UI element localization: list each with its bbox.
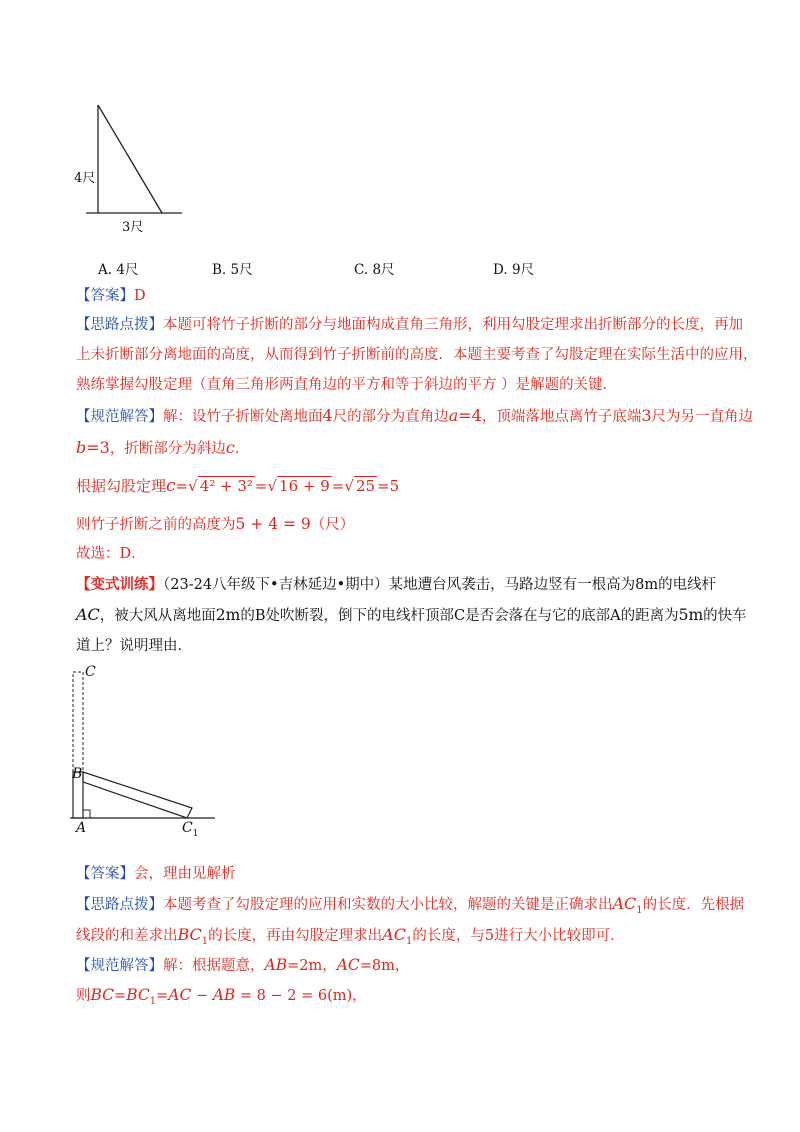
sqrt-icon: √ xyxy=(344,477,354,495)
figure-triangle xyxy=(60,95,220,235)
pole-label-c: C xyxy=(85,664,96,680)
q2-solution-1: 【规范解答】解：根据题意，AB=2m，AC=8m， xyxy=(76,956,410,974)
q1-solution-3: 根据勾股定理c=√ 4² + 3² =√ 16 + 9 =√ 25 =5 xyxy=(76,476,400,496)
option-b[interactable]: B. 5尺 xyxy=(212,262,253,278)
pole-label-b: B xyxy=(72,766,83,782)
sqrt-icon: √ xyxy=(267,477,278,495)
sqrt-icon: √ xyxy=(188,477,198,495)
q2-hint-1: 【思路点拨】本题考查了勾股定理的应用和实数的大小比较，解题的关键是正确求出$AC_1$的长度．先根据 xyxy=(76,894,745,916)
q2-hint-2: 线段的和差求出$BC_1$的长度，再由勾股定理求出$AC_1$的长度，与5进行大小比较即可． xyxy=(76,925,625,947)
q1-hint-2: 上未折断部分离地面的高度，从而得到竹子折断前的高度．本题主要考查了勾股定理在实际生活中的应用， xyxy=(76,347,758,363)
pole-label-c1: $C_1$ xyxy=(182,820,199,839)
q2-stem-3: 道上？说明理由． xyxy=(76,638,192,654)
q1-answer: 【答案】D xyxy=(76,288,146,304)
option-c[interactable]: C. 8尺 xyxy=(354,262,395,278)
q1-hint-3: 熟练掌握勾股定理（直角三角形两直角边的平方和等于斜边的平方 ）是解题的关键． xyxy=(76,377,618,393)
q2-solution-2: 则$BC=BC_1=AC$ − AB = 8 − 2 = 6(m)， xyxy=(76,986,367,1007)
q1-solution-2: b=3，折断部分为斜边c． xyxy=(76,438,250,457)
triangle-left-label: 4尺 xyxy=(74,171,96,186)
q2-stem-2: AC，被大风从离地面2m的B处吹断裂，倒下的电线杆顶部C是否会落在与它的底部A的距离为5m的快车 xyxy=(76,605,747,624)
pole-label-a: A xyxy=(76,820,87,836)
option-a[interactable]: A. 4尺 xyxy=(98,262,139,278)
triangle-bottom-label: 3尺 xyxy=(122,220,144,235)
q2-stem-1: 【变式训练】（23-24八年级下•吉林延边•期中）某地遭台风袭击，马路边竖有一根高为8m的电线杆 xyxy=(76,576,717,593)
q1-hint-1: 【思路点拨】本题可将竹子折断的部分与地面构成直角三角形，利用勾股定理求出折断部分的长度，再加 xyxy=(76,317,743,333)
q1-conclusion: 故选：D． xyxy=(76,546,146,562)
q1-solution-1: 【规范解答】解：设竹子折断处离地面4尺的部分为直角边a=4，顶端落地点离竹子底端3尺为另一直角边 xyxy=(76,406,754,425)
option-d[interactable]: D. 9尺 xyxy=(493,262,535,278)
q1-solution-4: 则竹子折断之前的高度为5 + 4 = 9（尺） xyxy=(76,515,355,533)
q2-answer: 【答案】会，理由见解析 xyxy=(76,866,236,882)
figure-pole xyxy=(60,660,230,840)
